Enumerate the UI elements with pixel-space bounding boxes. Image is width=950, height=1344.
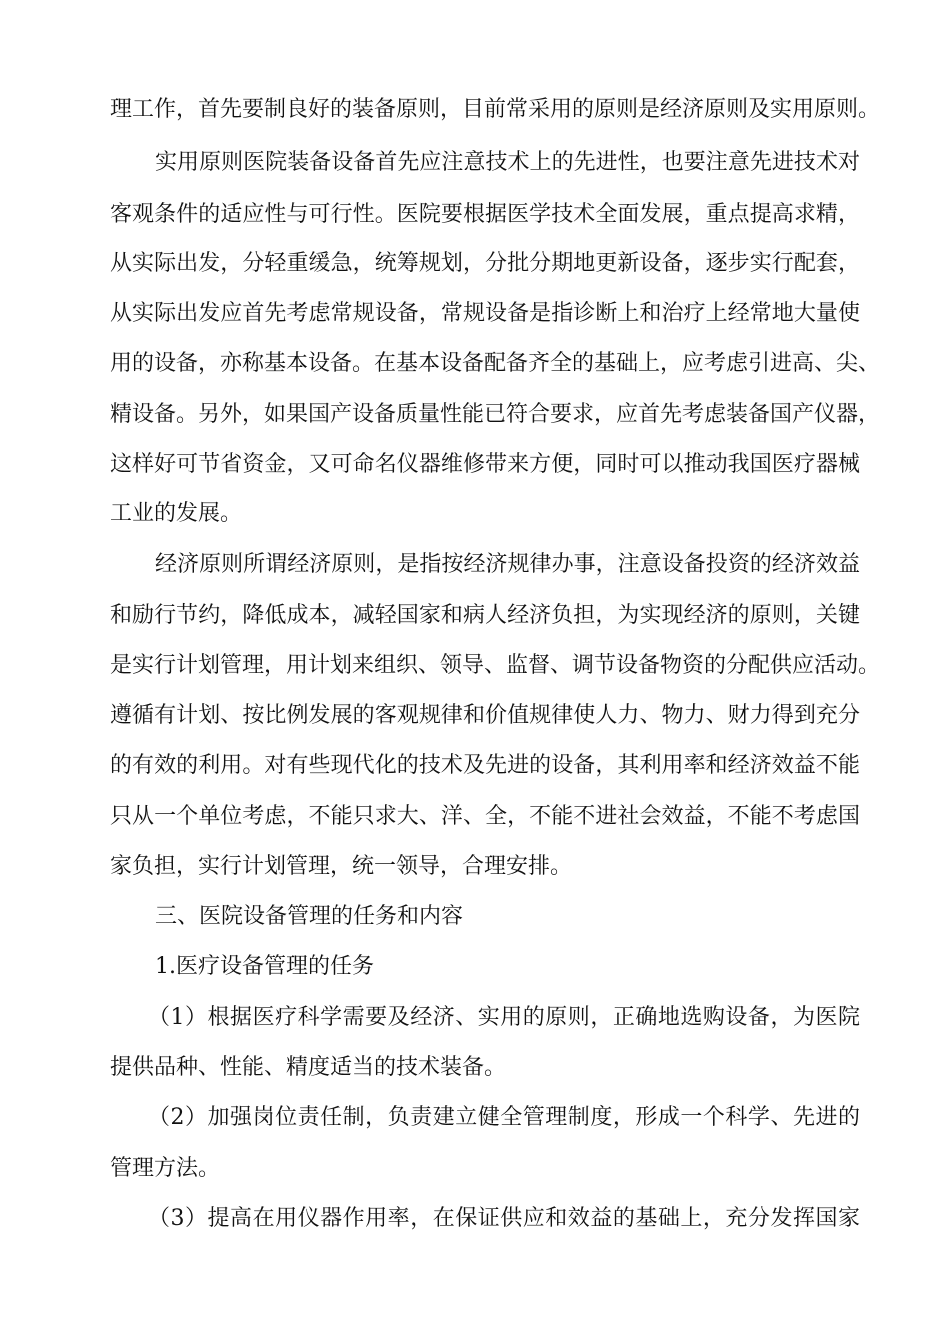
list-item-first-line: （3）提高在用仪器作用率，在保证供应和效益的基础上，充分发挥国家: [148, 1206, 860, 1231]
list-item-last-line: 提供品种、性能、精度适当的技术装备。: [110, 1055, 507, 1080]
body-text-line: 这样好可节省资金，又可命名仪器维修带来方便，同时可以推动我国医疗器械: [110, 452, 860, 477]
list-item-first-line: （1）根据医疗科学需要及经济、实用的原则，正确地选购设备，为医院: [148, 1005, 860, 1030]
body-text-line: 从实际出发应首先考虑常规设备，常规设备是指诊断上和治疗上经常地大量使: [110, 301, 860, 326]
paragraph-last-line: 家负担，实行计划管理，统一领导，合理安排。: [110, 854, 573, 879]
list-item-first-line: （2）加强岗位责任制，负责建立健全管理制度，形成一个科学、先进的: [148, 1105, 860, 1130]
body-text-line: 是实行计划管理，用计划来组织、领导、监督、调节设备物资的分配供应活动。: [110, 653, 881, 678]
paragraph-last-line: 工业的发展。: [110, 501, 243, 526]
body-text-line: 用的设备，亦称基本设备。在基本设备配备齐全的基础上，应考虑引进高、尖、: [110, 351, 881, 376]
list-item-last-line: 管理方法。: [110, 1156, 221, 1181]
body-text-line: 只从一个单位考虑，不能只求大、洋、全，不能不进社会效益，不能不考虑国: [110, 804, 860, 829]
subsection-heading: 1.医疗设备管理的任务: [155, 954, 374, 979]
body-text-line: 理工作，首先要制良好的装备原则，目前常采用的原则是经济原则及实用原则。: [110, 97, 881, 122]
paragraph-first-line: 经济原则所谓经济原则，是指按经济规律办事，注意设备投资的经济效益: [155, 552, 860, 577]
body-text-line: 精设备。另外，如果国产设备质量性能已符合要求，应首先考虑装备国产仪器，: [110, 402, 881, 427]
body-text-line: 客观条件的适应性与可行性。医院要根据医学技术全面发展，重点提高求精，: [110, 202, 860, 227]
body-text-line: 从实际出发，分轻重缓急，统筹规划，分批分期地更新设备，逐步实行配套，: [110, 251, 860, 276]
body-text-line: 的有效的利用。对有些现代化的技术及先进的设备，其利用率和经济效益不能: [110, 753, 860, 778]
paragraph-first-line: 实用原则医院装备设备首先应注意技术上的先进性，也要注意先进技术对: [155, 150, 860, 175]
body-text-line: 遵循有计划、按比例发展的客观规律和价值规律使人力、物力、财力得到充分: [110, 703, 860, 728]
body-text-line: 和励行节约，降低成本，减轻国家和病人经济负担，为实现经济的原则，关键: [110, 603, 860, 628]
section-heading: 三、医院设备管理的任务和内容: [155, 904, 464, 929]
